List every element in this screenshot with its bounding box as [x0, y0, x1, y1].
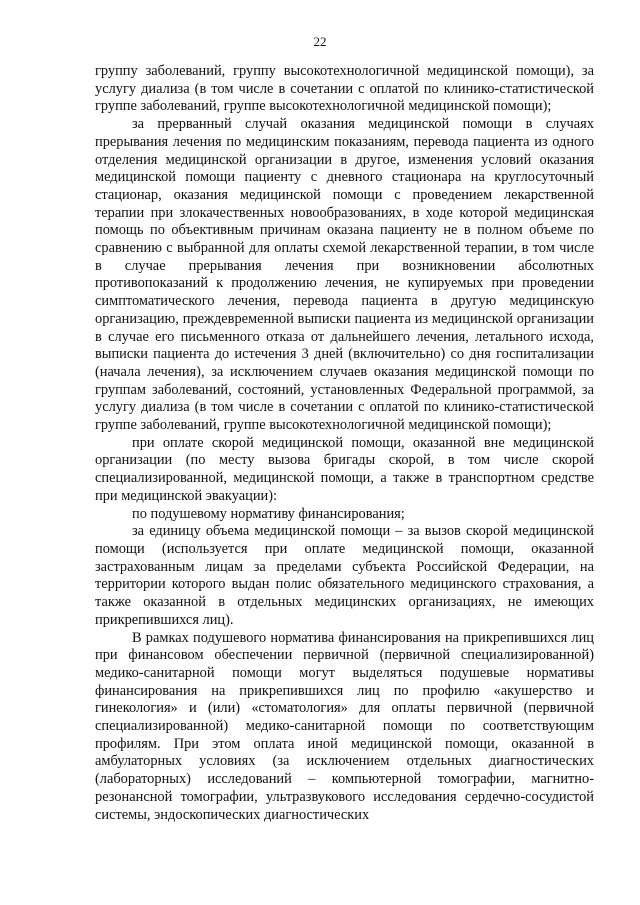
document-body	[95, 63, 594, 824]
paragraph-5: за единицу объема медицинской помощи – за вызов скорой медицинской помощи (используется при оплате медицинской помощи, оказанной застрахованным лицам за пределами субъекта Российской Федерации, на территории которого выдан полис обязательного медицинского страхования, а также оказанной в отдельных медицинских организациях, не имеющих прикрепившихся лиц).	[95, 523, 594, 628]
paragraph-2: за прерванный случай оказания медицинской помощи в случаях прерывания лечения по медицинским показаниям, перевода пациента из одного отделения медицинской организации в другое, изменения условий оказания медицинской помощи пациенту с дневного стационара на круглосуточный стационар, оказания медицинской помощи с проведением лекарственной терапии при злокачественных новообразованиях, в ходе которой медицинская помощь по объективным причинам оказана пациенту не в полном объеме по сравнению с выбранной для оплаты схемой лекарственной терапии, в том числе в случае прерывания лечения при возникновении абсолютных противопоказаний к продолжению лечения, не купируемых при проведении симптоматического лечения, перевода пациента в другую медицинскую организацию, преждевременной выписки пациента из медицинской организации в случае его письменного отказа от дальнейшего лечения, летального исхода, выписки пациента до истечения 3 дней (включительно) со дня госпитализации (начала лечения), за исключением случаев оказания медицинской помощи по группам заболеваний, состояний, установленных Федеральной программой, за услугу диализа (в том числе в сочетании с оплатой по клинико-статистической группе заболеваний, группе высокотехнологичной медицинской помощи);	[95, 116, 594, 434]
paragraph-4: по подушевому нормативу финансирования;	[132, 505, 405, 522]
paragraph-3: при оплате скорой медицинской помощи, оказанной вне медицинской организации (по месту вызова бригады скорой, в том числе скорой специализированной, медицинской помощи, а также в транспортном средстве при медицинской эвакуации):	[95, 434, 594, 504]
paragraph-6: В рамках подушевого норматива финансирования на прикрепившихся лиц при финансовом обеспечении первичной (первичной специализированной) медико-санитарной помощи могут выделяться подушевые нормативы финансирования на прикрепившихся лиц по профилю «акушерство и гинекология» и (или) «стоматология» для оплаты первичной (первичной специализированной) медико-санитарной помощи по соответствующим профилям. При этом оплата иной медицинской помощи, оказанной в амбулаторных условиях (за исключением отдельных диагностических (лабораторных) исследований – компьютерной томографии, магнитно-резонансной томографии, ультразвукового исследования сердечно-сосудистой системы, эндоскопических диагностических	[95, 629, 594, 823]
paragraph-1: группу заболеваний, группу высокотехнологичной медицинской помощи), за услугу диализа (в том числе в сочетании с оплатой по клинико-статистической группе заболеваний, группе высокотехнологичной медицинской помощи);	[95, 63, 594, 115]
page-number: 22	[313, 34, 327, 49]
